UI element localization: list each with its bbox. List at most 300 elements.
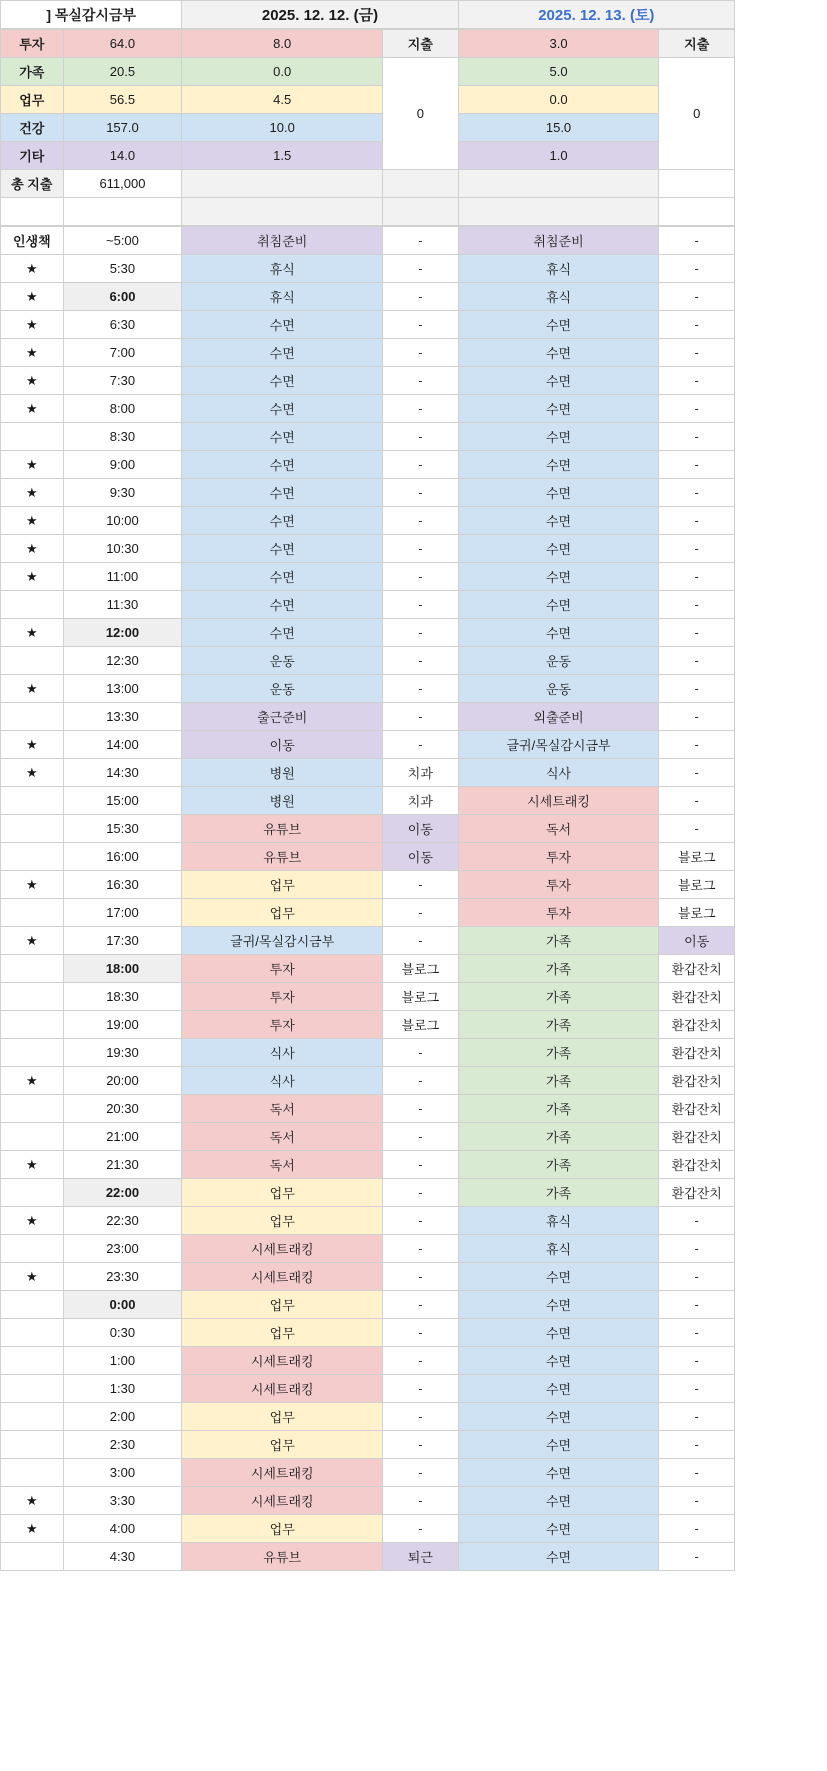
friday-activity[interactable]: 식사 [182, 1067, 383, 1095]
saturday-expense[interactable]: 블로그 [659, 899, 735, 927]
saturday-expense[interactable]: - [659, 339, 735, 367]
friday-expense[interactable]: - [383, 227, 459, 255]
time-cell: 14:30 [63, 759, 182, 787]
friday-activity[interactable]: 수면 [182, 395, 383, 423]
friday-expense[interactable]: - [383, 1347, 459, 1375]
friday-activity[interactable]: 수면 [182, 479, 383, 507]
friday-activity[interactable]: 수면 [182, 591, 383, 619]
timeline-row [1, 899, 735, 927]
sheet-title: ] 목실감시금부 [1, 1, 182, 29]
friday-activity[interactable]: 시세트래킹 [182, 1235, 383, 1263]
saturday-activity[interactable]: 수면 [458, 311, 659, 339]
category-saturday-hours: 5.0 [458, 58, 659, 86]
saturday-expense[interactable]: - [659, 619, 735, 647]
saturday-activity[interactable]: 외출준비 [458, 703, 659, 731]
lifebook-star-cell[interactable] [1, 1095, 64, 1123]
friday-expense[interactable]: - [383, 311, 459, 339]
saturday-activity[interactable]: 가족 [458, 1123, 659, 1151]
saturday-expense[interactable]: 환갑잔치 [659, 1123, 735, 1151]
saturday-expense[interactable]: - [659, 731, 735, 759]
saturday-expense[interactable]: 환갑잔치 [659, 1067, 735, 1095]
lifebook-star-cell[interactable] [1, 591, 64, 619]
saturday-activity[interactable]: 투자 [458, 871, 659, 899]
saturday-expense[interactable]: - [659, 283, 735, 311]
friday-expense[interactable]: - [383, 1263, 459, 1291]
lifebook-star-cell[interactable] [1, 1179, 64, 1207]
friday-expense[interactable]: - [383, 423, 459, 451]
friday-activity[interactable]: 병원 [182, 759, 383, 787]
friday-activity[interactable]: 시세트래킹 [182, 1263, 383, 1291]
saturday-activity[interactable]: 가족 [458, 1011, 659, 1039]
saturday-expense[interactable]: - [659, 815, 735, 843]
saturday-expense[interactable]: 환갑잔치 [659, 983, 735, 1011]
timeline-row [1, 1179, 735, 1207]
friday-expense[interactable]: - [383, 507, 459, 535]
friday-activity[interactable]: 수면 [182, 619, 383, 647]
friday-activity[interactable]: 취침준비 [182, 227, 383, 255]
summary-row-total [1, 170, 735, 198]
friday-expense[interactable]: 이동 [383, 843, 459, 871]
saturday-activity[interactable]: 수면 [458, 339, 659, 367]
lifebook-star-cell[interactable]: ★ [1, 927, 64, 955]
saturday-activity[interactable]: 수면 [458, 423, 659, 451]
time-cell: 12:30 [63, 647, 182, 675]
saturday-activity[interactable]: 독서 [458, 815, 659, 843]
friday-activity[interactable]: 독서 [182, 1123, 383, 1151]
friday-activity[interactable]: 업무 [182, 1207, 383, 1235]
saturday-activity[interactable]: 가족 [458, 1039, 659, 1067]
time-cell: 22:00 [63, 1179, 182, 1207]
friday-activity[interactable]: 수면 [182, 367, 383, 395]
friday-activity[interactable]: 글귀/목실감시금부 [182, 927, 383, 955]
friday-activity[interactable]: 출근준비 [182, 703, 383, 731]
friday-expense[interactable]: 치과 [383, 787, 459, 815]
time-cell: 15:00 [63, 787, 182, 815]
saturday-activity[interactable]: 가족 [458, 1095, 659, 1123]
saturday-activity[interactable]: 가족 [458, 1151, 659, 1179]
friday-activity[interactable]: 업무 [182, 1179, 383, 1207]
friday-expense[interactable]: 블로그 [383, 955, 459, 983]
friday-expense[interactable]: - [383, 255, 459, 283]
friday-activity[interactable]: 시세트래킹 [182, 1459, 383, 1487]
time-cell: 1:30 [63, 1375, 182, 1403]
lifebook-star-cell[interactable]: ★ [1, 1515, 64, 1543]
friday-expense[interactable]: - [383, 563, 459, 591]
friday-expense[interactable]: - [383, 1095, 459, 1123]
saturday-expense[interactable]: - [659, 535, 735, 563]
lifebook-star-cell[interactable]: ★ [1, 1263, 64, 1291]
category-total: 56.5 [63, 86, 182, 114]
timeline-row [1, 255, 735, 283]
time-cell: 13:30 [63, 703, 182, 731]
column-header-saturday[interactable]: 2025. 12. 13. (토) [458, 1, 734, 29]
spacer-cell [659, 198, 735, 226]
timeline-row [1, 759, 735, 787]
friday-activity[interactable]: 투자 [182, 955, 383, 983]
time-cell: 3:30 [63, 1487, 182, 1515]
lifebook-star-cell[interactable]: ★ [1, 395, 64, 423]
time-cell: 4:30 [63, 1543, 182, 1571]
saturday-activity[interactable]: 수면 [458, 507, 659, 535]
time-cell: 12:00 [63, 619, 182, 647]
lifebook-star-cell[interactable] [1, 1319, 64, 1347]
saturday-activity[interactable]: 취침준비 [458, 227, 659, 255]
lifebook-star-cell[interactable] [1, 1543, 64, 1571]
friday-activity[interactable]: 투자 [182, 1011, 383, 1039]
category-saturday-hours: 3.0 [458, 30, 659, 58]
saturday-activity[interactable]: 투자 [458, 899, 659, 927]
friday-activity[interactable]: 업무 [182, 1431, 383, 1459]
saturday-expense[interactable]: - [659, 787, 735, 815]
lifebook-star-cell[interactable]: ★ [1, 367, 64, 395]
saturday-activity[interactable]: 수면 [458, 1375, 659, 1403]
friday-activity[interactable]: 유튜브 [182, 843, 383, 871]
friday-activity[interactable]: 수면 [182, 423, 383, 451]
friday-expense[interactable]: - [383, 395, 459, 423]
lifebook-star-cell[interactable]: ★ [1, 1151, 64, 1179]
summary-row-work [1, 86, 735, 114]
lifebook-star-cell[interactable] [1, 1347, 64, 1375]
saturday-expense[interactable]: - [659, 1319, 735, 1347]
saturday-activity[interactable]: 수면 [458, 591, 659, 619]
lifebook-star-cell[interactable] [1, 1039, 64, 1067]
saturday-expense[interactable]: - [659, 1375, 735, 1403]
saturday-expense[interactable]: - [659, 563, 735, 591]
friday-expense[interactable]: - [383, 1375, 459, 1403]
friday-expense[interactable]: - [383, 1459, 459, 1487]
spacer-cell [1, 198, 64, 226]
lifebook-star-cell[interactable]: ★ [1, 675, 64, 703]
time-cell: 20:30 [63, 1095, 182, 1123]
timeline-row [1, 787, 735, 815]
spacer-cell [182, 198, 383, 226]
friday-expense[interactable]: 블로그 [383, 1011, 459, 1039]
friday-activity[interactable]: 업무 [182, 1403, 383, 1431]
saturday-activity[interactable]: 수면 [458, 395, 659, 423]
friday-expense[interactable]: - [383, 927, 459, 955]
saturday-expense[interactable]: - [659, 1459, 735, 1487]
friday-expense[interactable]: - [383, 871, 459, 899]
timeline-row [1, 1319, 735, 1347]
saturday-expense[interactable]: 블로그 [659, 871, 735, 899]
saturday-activity[interactable]: 수면 [458, 1263, 659, 1291]
lifebook-star-cell[interactable] [1, 1375, 64, 1403]
saturday-expense[interactable]: - [659, 591, 735, 619]
saturday-expense[interactable]: 환갑잔치 [659, 1151, 735, 1179]
saturday-activity[interactable]: 수면 [458, 1347, 659, 1375]
saturday-activity[interactable]: 수면 [458, 1403, 659, 1431]
lifebook-star-cell[interactable]: ★ [1, 871, 64, 899]
lifebook-star-cell[interactable] [1, 843, 64, 871]
lifebook-star-cell[interactable] [1, 815, 64, 843]
saturday-activity[interactable]: 수면 [458, 1319, 659, 1347]
friday-activity[interactable]: 유튜브 [182, 1543, 383, 1571]
timeline-row [1, 451, 735, 479]
friday-expense[interactable]: - [383, 451, 459, 479]
friday-expense[interactable]: 퇴근 [383, 1543, 459, 1571]
saturday-activity[interactable]: 가족 [458, 1067, 659, 1095]
friday-activity[interactable]: 이동 [182, 731, 383, 759]
lifebook-star-cell[interactable]: ★ [1, 563, 64, 591]
time-cell: 14:00 [63, 731, 182, 759]
lifebook-star-cell[interactable]: ★ [1, 535, 64, 563]
saturday-activity[interactable]: 휴식 [458, 1207, 659, 1235]
lifebook-star-cell[interactable]: ★ [1, 311, 64, 339]
timeline-row [1, 647, 735, 675]
friday-activity[interactable]: 수면 [182, 451, 383, 479]
friday-expense[interactable]: - [383, 1039, 459, 1067]
saturday-activity[interactable]: 가족 [458, 955, 659, 983]
friday-expense[interactable]: - [383, 479, 459, 507]
saturday-expense[interactable]: - [659, 479, 735, 507]
friday-expense[interactable]: - [383, 591, 459, 619]
lifebook-star-cell[interactable]: ★ [1, 619, 64, 647]
time-cell: 18:00 [63, 955, 182, 983]
friday-activity[interactable]: 수면 [182, 507, 383, 535]
lifebook-star-cell[interactable]: ★ [1, 339, 64, 367]
category-name: 건강 [1, 114, 64, 142]
timeline-row [1, 1459, 735, 1487]
timeline-row [1, 871, 735, 899]
friday-activity[interactable]: 시세트래킹 [182, 1347, 383, 1375]
friday-activity[interactable]: 시세트래킹 [182, 1487, 383, 1515]
timeline-row [1, 1375, 735, 1403]
saturday-expense[interactable]: 환갑잔치 [659, 955, 735, 983]
friday-activity[interactable]: 식사 [182, 1039, 383, 1067]
saturday-activity[interactable]: 휴식 [458, 283, 659, 311]
saturday-activity[interactable]: 수면 [458, 619, 659, 647]
saturday-expense[interactable]: - [659, 1487, 735, 1515]
friday-activity[interactable]: 독서 [182, 1151, 383, 1179]
friday-expense[interactable]: 블로그 [383, 983, 459, 1011]
saturday-activity[interactable]: 수면 [458, 1515, 659, 1543]
daily-schedule-sheet [0, 0, 735, 29]
saturday-expense[interactable]: - [659, 1515, 735, 1543]
friday-expense[interactable]: 이동 [383, 815, 459, 843]
saturday-expense[interactable]: - [659, 703, 735, 731]
friday-expense[interactable]: - [383, 1319, 459, 1347]
time-cell: 6:00 [63, 283, 182, 311]
saturday-activity[interactable]: 수면 [458, 563, 659, 591]
friday-expense[interactable]: - [383, 1067, 459, 1095]
friday-expense[interactable]: - [383, 1179, 459, 1207]
timeline-row [1, 367, 735, 395]
friday-expense[interactable]: - [383, 283, 459, 311]
lifebook-star-cell[interactable] [1, 703, 64, 731]
lifebook-star-cell[interactable]: ★ [1, 759, 64, 787]
saturday-expense[interactable]: - [659, 423, 735, 451]
saturday-activity[interactable]: 수면 [458, 1487, 659, 1515]
saturday-expense[interactable]: - [659, 1543, 735, 1571]
friday-activity[interactable]: 병원 [182, 787, 383, 815]
friday-activity[interactable]: 업무 [182, 1515, 383, 1543]
saturday-expense[interactable]: 환갑잔치 [659, 1039, 735, 1067]
lifebook-star-cell[interactable] [1, 983, 64, 1011]
lifebook-star-cell[interactable] [1, 423, 64, 451]
friday-activity[interactable]: 시세트래킹 [182, 1375, 383, 1403]
friday-expense[interactable]: - [383, 535, 459, 563]
friday-expense[interactable]: - [383, 675, 459, 703]
timeline-row [1, 339, 735, 367]
friday-expense[interactable]: - [383, 619, 459, 647]
timeline-row [1, 619, 735, 647]
friday-activity[interactable]: 업무 [182, 871, 383, 899]
saturday-activity[interactable]: 수면 [458, 1431, 659, 1459]
timeline-row [1, 1515, 735, 1543]
saturday-expense[interactable]: - [659, 1431, 735, 1459]
friday-expense[interactable]: - [383, 1431, 459, 1459]
friday-activity[interactable]: 수면 [182, 563, 383, 591]
lifebook-star-cell[interactable]: ★ [1, 479, 64, 507]
saturday-expense[interactable]: - [659, 311, 735, 339]
saturday-expense[interactable]: - [659, 227, 735, 255]
lifebook-star-cell[interactable] [1, 955, 64, 983]
friday-activity[interactable]: 업무 [182, 1291, 383, 1319]
saturday-activity[interactable]: 휴식 [458, 1235, 659, 1263]
timeline-row [1, 815, 735, 843]
friday-activity[interactable]: 휴식 [182, 255, 383, 283]
saturday-activity[interactable]: 수면 [458, 1543, 659, 1571]
summary-spacer-row [1, 198, 735, 226]
saturday-activity[interactable]: 운동 [458, 647, 659, 675]
saturday-expense[interactable]: 환갑잔치 [659, 1095, 735, 1123]
category-saturday-hours: 1.0 [458, 142, 659, 170]
saturday-activity[interactable]: 시세트래킹 [458, 787, 659, 815]
lifebook-star-cell[interactable] [1, 1431, 64, 1459]
saturday-expense[interactable]: - [659, 1291, 735, 1319]
saturday-activity[interactable]: 수면 [458, 367, 659, 395]
saturday-activity[interactable]: 수면 [458, 479, 659, 507]
lifebook-star-cell[interactable]: ★ [1, 1067, 64, 1095]
friday-activity[interactable]: 수면 [182, 535, 383, 563]
friday-expense[interactable]: - [383, 367, 459, 395]
lifebook-star-cell[interactable]: ★ [1, 731, 64, 759]
lifebook-star-cell[interactable]: ★ [1, 283, 64, 311]
lifebook-star-cell[interactable] [1, 1123, 64, 1151]
saturday-expense[interactable]: - [659, 1235, 735, 1263]
lifebook-star-cell[interactable]: ★ [1, 1487, 64, 1515]
friday-activity[interactable]: 투자 [182, 983, 383, 1011]
saturday-activity[interactable]: 글귀/목실감시금부 [458, 731, 659, 759]
time-cell: 8:00 [63, 395, 182, 423]
lifebook-star-cell[interactable]: ★ [1, 1207, 64, 1235]
saturday-activity[interactable]: 휴식 [458, 255, 659, 283]
category-friday-hours: 1.5 [182, 142, 383, 170]
time-cell: 22:30 [63, 1207, 182, 1235]
saturday-expense[interactable]: - [659, 1403, 735, 1431]
saturday-activity[interactable]: 투자 [458, 843, 659, 871]
lifebook-star-cell[interactable] [1, 647, 64, 675]
friday-expense[interactable]: - [383, 339, 459, 367]
friday-expense[interactable]: - [383, 1403, 459, 1431]
friday-expense[interactable]: - [383, 1235, 459, 1263]
friday-activity[interactable]: 업무 [182, 1319, 383, 1347]
friday-activity[interactable]: 운동 [182, 647, 383, 675]
friday-expense[interactable]: - [383, 1207, 459, 1235]
saturday-expense[interactable]: - [659, 647, 735, 675]
saturday-expense[interactable]: - [659, 395, 735, 423]
saturday-expense[interactable]: 환갑잔치 [659, 1179, 735, 1207]
saturday-activity[interactable]: 가족 [458, 983, 659, 1011]
friday-activity[interactable]: 유튜브 [182, 815, 383, 843]
friday-activity[interactable]: 독서 [182, 1095, 383, 1123]
friday-expense[interactable]: - [383, 703, 459, 731]
saturday-expense[interactable]: - [659, 675, 735, 703]
saturday-expense[interactable]: - [659, 507, 735, 535]
friday-activity[interactable]: 수면 [182, 311, 383, 339]
saturday-expense[interactable]: - [659, 1263, 735, 1291]
friday-expense[interactable]: - [383, 647, 459, 675]
saturday-expense[interactable]: - [659, 367, 735, 395]
saturday-expense-total: 0 [659, 58, 735, 170]
friday-expense[interactable]: - [383, 1515, 459, 1543]
time-cell: 8:30 [63, 423, 182, 451]
time-cell: 10:00 [63, 507, 182, 535]
saturday-expense-header: 지출 [659, 30, 735, 58]
saturday-expense[interactable]: - [659, 451, 735, 479]
summary-row-health [1, 114, 735, 142]
column-header-friday[interactable]: 2025. 12. 12. (금) [182, 1, 458, 29]
lifebook-star-cell[interactable]: ★ [1, 255, 64, 283]
saturday-activity[interactable]: 가족 [458, 927, 659, 955]
friday-expense[interactable]: - [383, 899, 459, 927]
timeline-row [1, 843, 735, 871]
friday-activity[interactable]: 휴식 [182, 283, 383, 311]
friday-expense[interactable]: - [383, 1123, 459, 1151]
friday-activity[interactable]: 업무 [182, 899, 383, 927]
timeline-row [1, 1403, 735, 1431]
time-cell: 9:00 [63, 451, 182, 479]
time-cell: 19:30 [63, 1039, 182, 1067]
lifebook-star-cell[interactable] [1, 1011, 64, 1039]
saturday-activity[interactable]: 운동 [458, 675, 659, 703]
time-cell: 20:00 [63, 1067, 182, 1095]
timeline-row [1, 1291, 735, 1319]
time-cell: 9:30 [63, 479, 182, 507]
lifebook-star-cell[interactable] [1, 899, 64, 927]
lifebook-star-cell[interactable] [1, 1291, 64, 1319]
saturday-activity[interactable]: 수면 [458, 535, 659, 563]
saturday-expense[interactable]: - [659, 255, 735, 283]
saturday-expense[interactable]: 환갑잔치 [659, 1011, 735, 1039]
saturday-activity[interactable]: 수면 [458, 1459, 659, 1487]
saturday-expense[interactable]: - [659, 1207, 735, 1235]
friday-expense[interactable]: - [383, 1291, 459, 1319]
saturday-expense[interactable]: 이동 [659, 927, 735, 955]
lifebook-star-cell[interactable] [1, 1459, 64, 1487]
lifebook-star-cell[interactable]: ★ [1, 451, 64, 479]
friday-expense[interactable]: - [383, 1151, 459, 1179]
saturday-expense[interactable]: - [659, 759, 735, 787]
friday-activity[interactable]: 운동 [182, 675, 383, 703]
lifebook-star-cell[interactable]: ★ [1, 507, 64, 535]
saturday-expense[interactable]: 블로그 [659, 843, 735, 871]
friday-expense[interactable]: 치과 [383, 759, 459, 787]
lifebook-star-cell[interactable] [1, 1235, 64, 1263]
saturday-activity[interactable]: 식사 [458, 759, 659, 787]
saturday-expense[interactable]: - [659, 1347, 735, 1375]
saturday-activity[interactable]: 수면 [458, 451, 659, 479]
friday-expense[interactable]: - [383, 1487, 459, 1515]
lifebook-star-cell[interactable] [1, 1403, 64, 1431]
timeline-row [1, 703, 735, 731]
saturday-activity[interactable]: 수면 [458, 1291, 659, 1319]
friday-expense[interactable]: - [383, 731, 459, 759]
saturday-activity[interactable]: 가족 [458, 1179, 659, 1207]
lifebook-star-cell[interactable] [1, 787, 64, 815]
time-cell: 7:00 [63, 339, 182, 367]
friday-activity[interactable]: 수면 [182, 339, 383, 367]
